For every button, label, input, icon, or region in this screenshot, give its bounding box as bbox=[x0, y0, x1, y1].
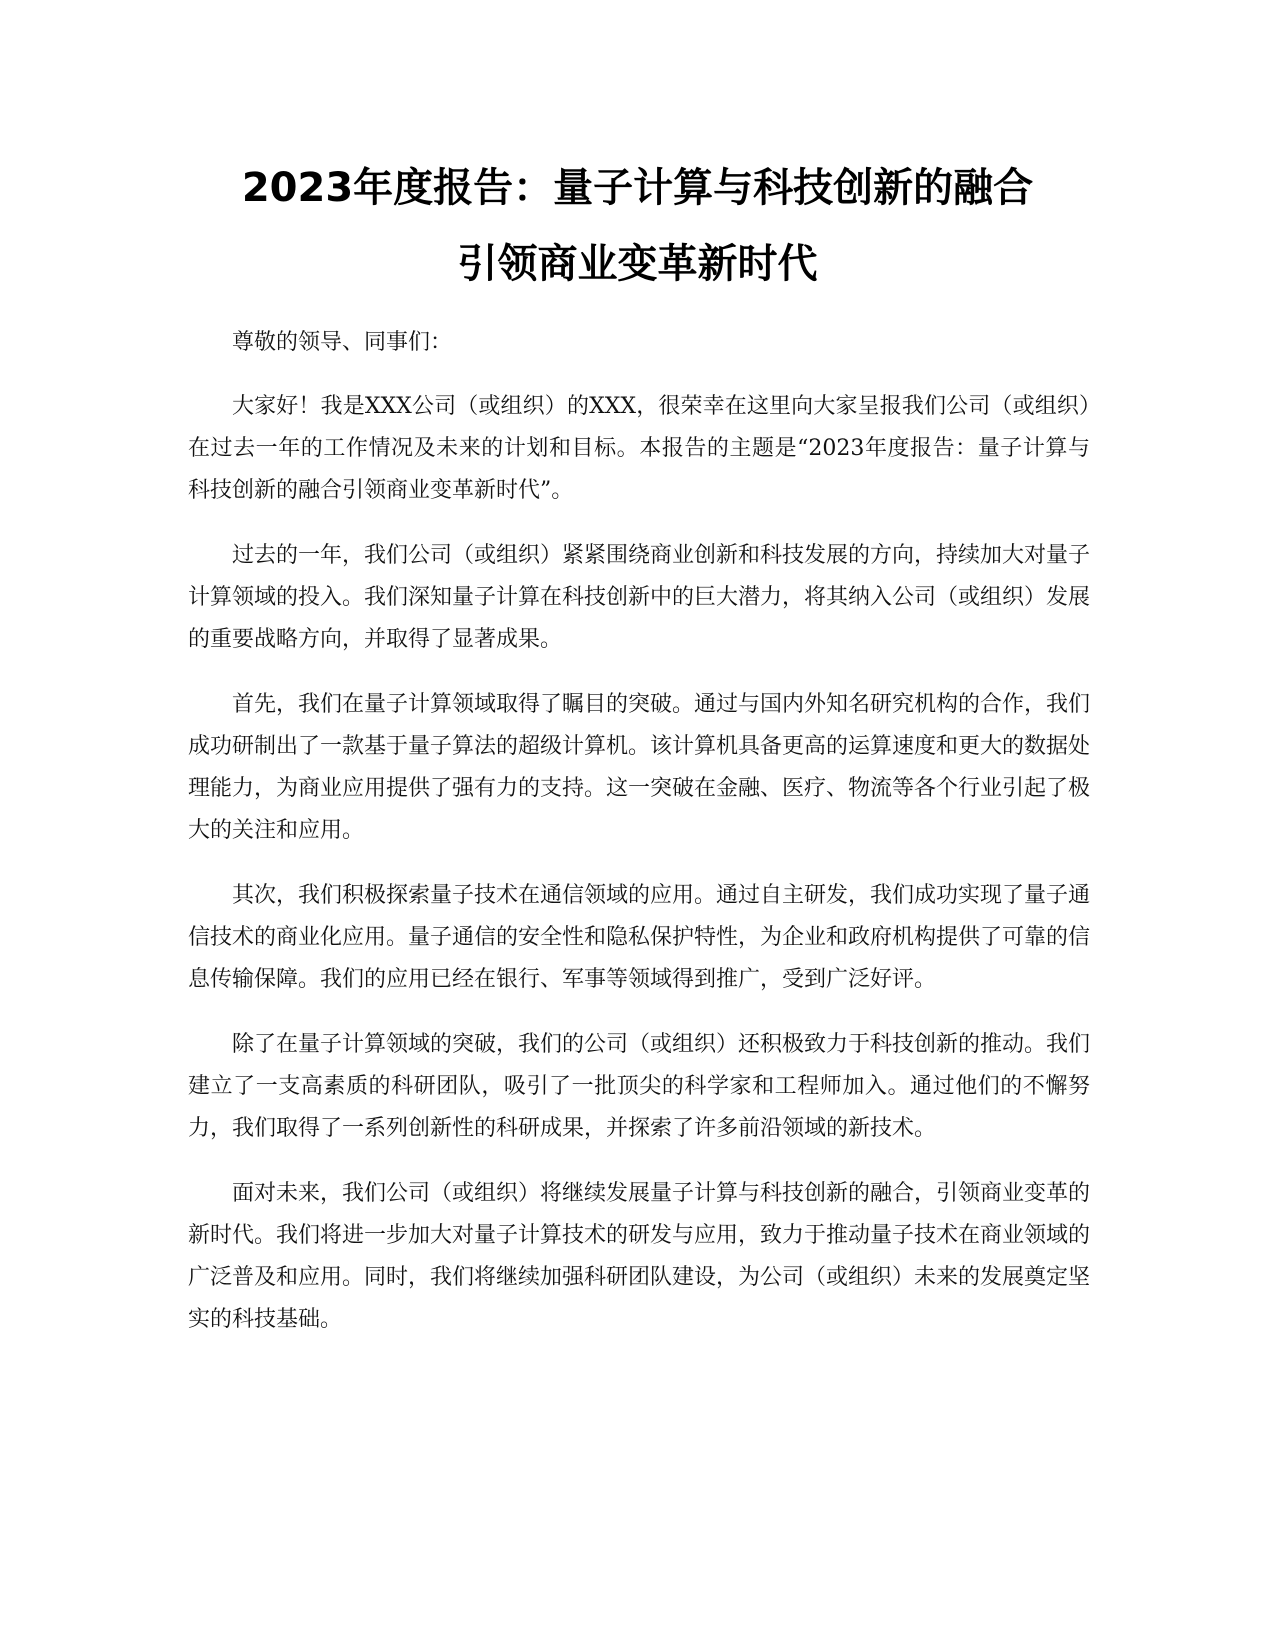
salutation: 尊敬的领导、同事们： bbox=[232, 330, 453, 355]
title-line-1: 2023年度报告：量子计算与科技创新的融合 bbox=[241, 165, 1034, 211]
paragraph-communication: 其次，我们积极探索量子技术在通信领域的应用。通过自主研发，我们成功实现了量子通信技术的商业化应用。量子通信的安全性和隐私保护特性，为企业和政府机构提供了可靠的信息传输保障。我们的应用已经在银行、军事等领域得到推广，受到广泛好评。 bbox=[188, 883, 1091, 992]
paragraph-computing-breakthrough: 首先，我们在量子计算领域取得了瞩目的突破。通过与国内外知名研究机构的合作，我们成功研制出了一款基于量子算法的超级计算机。该计算机具备更高的运算速度和更大的数据处理能力，为商业应用提供了强有力的支持。这一突破在金融、医疗、物流等各个行业引起了极大的关注和应用。 bbox=[188, 692, 1091, 843]
page-title bbox=[150, 150, 1125, 302]
paragraph-future: 面对未来，我们公司（或组织）将继续发展量子计算与科技创新的融合，引领商业变革的新时代。我们将进一步加大对量子计算技术的研发与应用，致力于推动量子技术在商业领域的广泛普及和应用。同时，我们将继续加强科研团队建设，为公司（或组织）未来的发展奠定坚实的科技基础。 bbox=[188, 1181, 1091, 1332]
document-body bbox=[188, 322, 1090, 1364]
title-line-2: 引领商业变革新时代 bbox=[457, 241, 818, 287]
paragraph-greeting: 大家好！我是XXX公司（或组织）的XXX，很荣幸在这里向大家呈报我们公司（或组织）在过去一年的工作情况及未来的计划和目标。本报告的主题是“2023年度报告：量子计算与科技创新的融合引领商业变革新时代”。 bbox=[188, 394, 1090, 503]
paragraph-innovation: 除了在量子计算领域的突破，我们的公司（或组织）还积极致力于科技创新的推动。我们建立了一支高素质的科研团队，吸引了一批顶尖的科学家和工程师加入。通过他们的不懈努力，我们取得了一系列创新性的科研成果，并探索了许多前沿领域的新技术。 bbox=[188, 1032, 1091, 1141]
paragraph-past-year: 过去的一年，我们公司（或组织）紧紧围绕商业创新和科技发展的方向，持续加大对量子计算领域的投入。我们深知量子计算在科技创新中的巨大潜力，将其纳入公司（或组织）发展的重要战略方向，并取得了显著成果。 bbox=[188, 543, 1091, 652]
